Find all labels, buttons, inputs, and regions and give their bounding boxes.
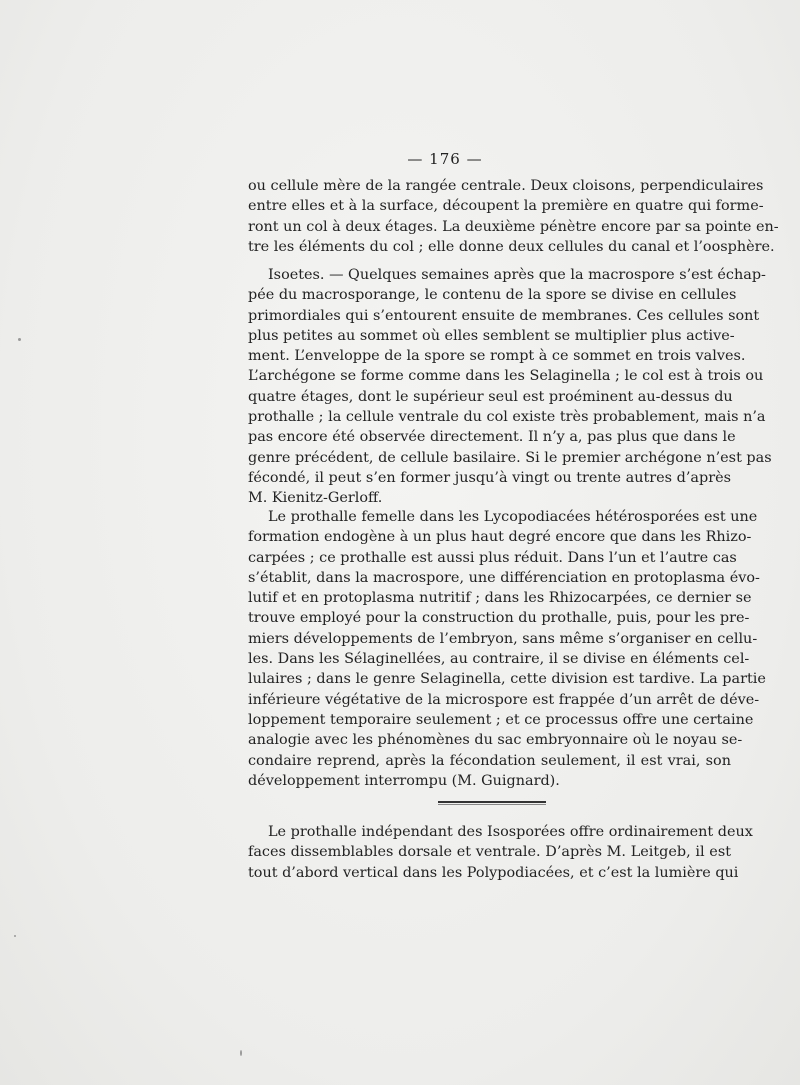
text-line: inférieure végétative de la microspore est frappée d’un arrêt de déve- — [248, 691, 760, 708]
paragraph-2 — [248, 265, 772, 509]
text-line: Le prothalle femelle dans les Lycopodiacées hétérosporées est une — [268, 509, 758, 525]
scan-speck — [240, 1050, 242, 1056]
text-line: les. Dans les Sélaginellées, au contraire, il se divise en éléments cel- — [248, 651, 750, 668]
text-line: ou cellule mère de la rangée centrale. Deux cloisons, perpendiculaires — [248, 178, 764, 194]
text-line: fécondé, il peut s’en former jusqu’à vingt ou trente autres d’après — [248, 469, 731, 486]
scan-speck — [18, 338, 21, 341]
paragraph-4 — [248, 822, 753, 883]
text-line: trouve employé pour la construction du prothalle, puis, pour les pre- — [248, 610, 750, 627]
paragraph-3 — [248, 507, 766, 791]
text-line: quatre étages, dont le supérieur seul est proéminent au-dessus du — [248, 388, 733, 405]
text-line: lutif et en protoplasma nutritif ; dans les Rhizocarpées, ce dernier se — [248, 590, 752, 607]
text-line: tre les éléments du col ; elle donne deux cellules du canal et l’oosphère. — [248, 238, 775, 255]
text-line: formation endogène à un plus haut degré encore que dans les Rhizo- — [248, 529, 752, 546]
text-line: ront un col à deux étages. La deuxième pénètre encore par sa pointe en- — [248, 218, 779, 235]
text-line: pée du macrosporange, le contenu de la spore se divise en cellules — [248, 287, 737, 304]
text-line: plus petites au sommet où elles semblent se multiplier plus active- — [248, 327, 735, 344]
page-number: — 176 — — [407, 150, 483, 168]
text-line: faces dissemblables dorsale et ventrale. D’après M. Leitgeb, il est — [248, 844, 731, 861]
text-line: ment. L’enveloppe de la spore se rompt à ce sommet en trois valves. — [248, 348, 746, 365]
text-line: Le prothalle indépendant des Isosporées offre ordinairement deux — [268, 824, 753, 840]
text-line: développement interrompu (M. Guignard). — [248, 772, 560, 789]
text-line: prothalle ; la cellule ventrale du col existe très probablement, mais n’a — [248, 409, 766, 426]
text-line: condaire reprend, après la fécondation seulement, il est vrai, son — [248, 752, 731, 769]
text-line: tout d’abord vertical dans les Polypodiacées, et c’est la lumière qui — [248, 864, 739, 881]
text-line: Isoetes. — Quelques semaines après que la macrospore s’est échap- — [268, 267, 766, 283]
text-line: s’établit, dans la macrospore, une différenciation en protoplasma évo- — [248, 569, 760, 586]
text-line: carpées ; ce prothalle est aussi plus réduit. Dans l’un et l’autre cas — [248, 549, 737, 566]
text-line: lulaires ; dans le genre Selaginella, cette division est tardive. La partie — [248, 671, 766, 688]
text-line: loppement temporaire seulement ; et ce processus offre une certaine — [248, 711, 754, 728]
scan-speck — [14, 935, 16, 937]
text-line: analogie avec les phénomènes du sac embryonnaire où le noyau se- — [248, 732, 743, 749]
text-line: pas encore été observée directement. Il n’y a, pas plus que dans le — [248, 429, 736, 446]
text-line: M. Kienitz-Gerloff. — [248, 490, 383, 507]
text-line: genre précédent, de cellule basilaire. Si le premier archégone n’est pas — [248, 449, 772, 466]
paragraph-1 — [248, 176, 779, 257]
text-line: miers développements de l’embryon, sans même s’organiser en cellu- — [248, 630, 758, 647]
text-line: entre elles et à la surface, découpent la première en quatre qui forme- — [248, 198, 764, 215]
text-line: primordiales qui s’entourent ensuite de membranes. Ces cellules sont — [248, 307, 760, 324]
section-separator — [438, 801, 546, 803]
text-line: L’archégone se forme comme dans les Selaginella ; le col est à trois ou — [248, 368, 764, 385]
